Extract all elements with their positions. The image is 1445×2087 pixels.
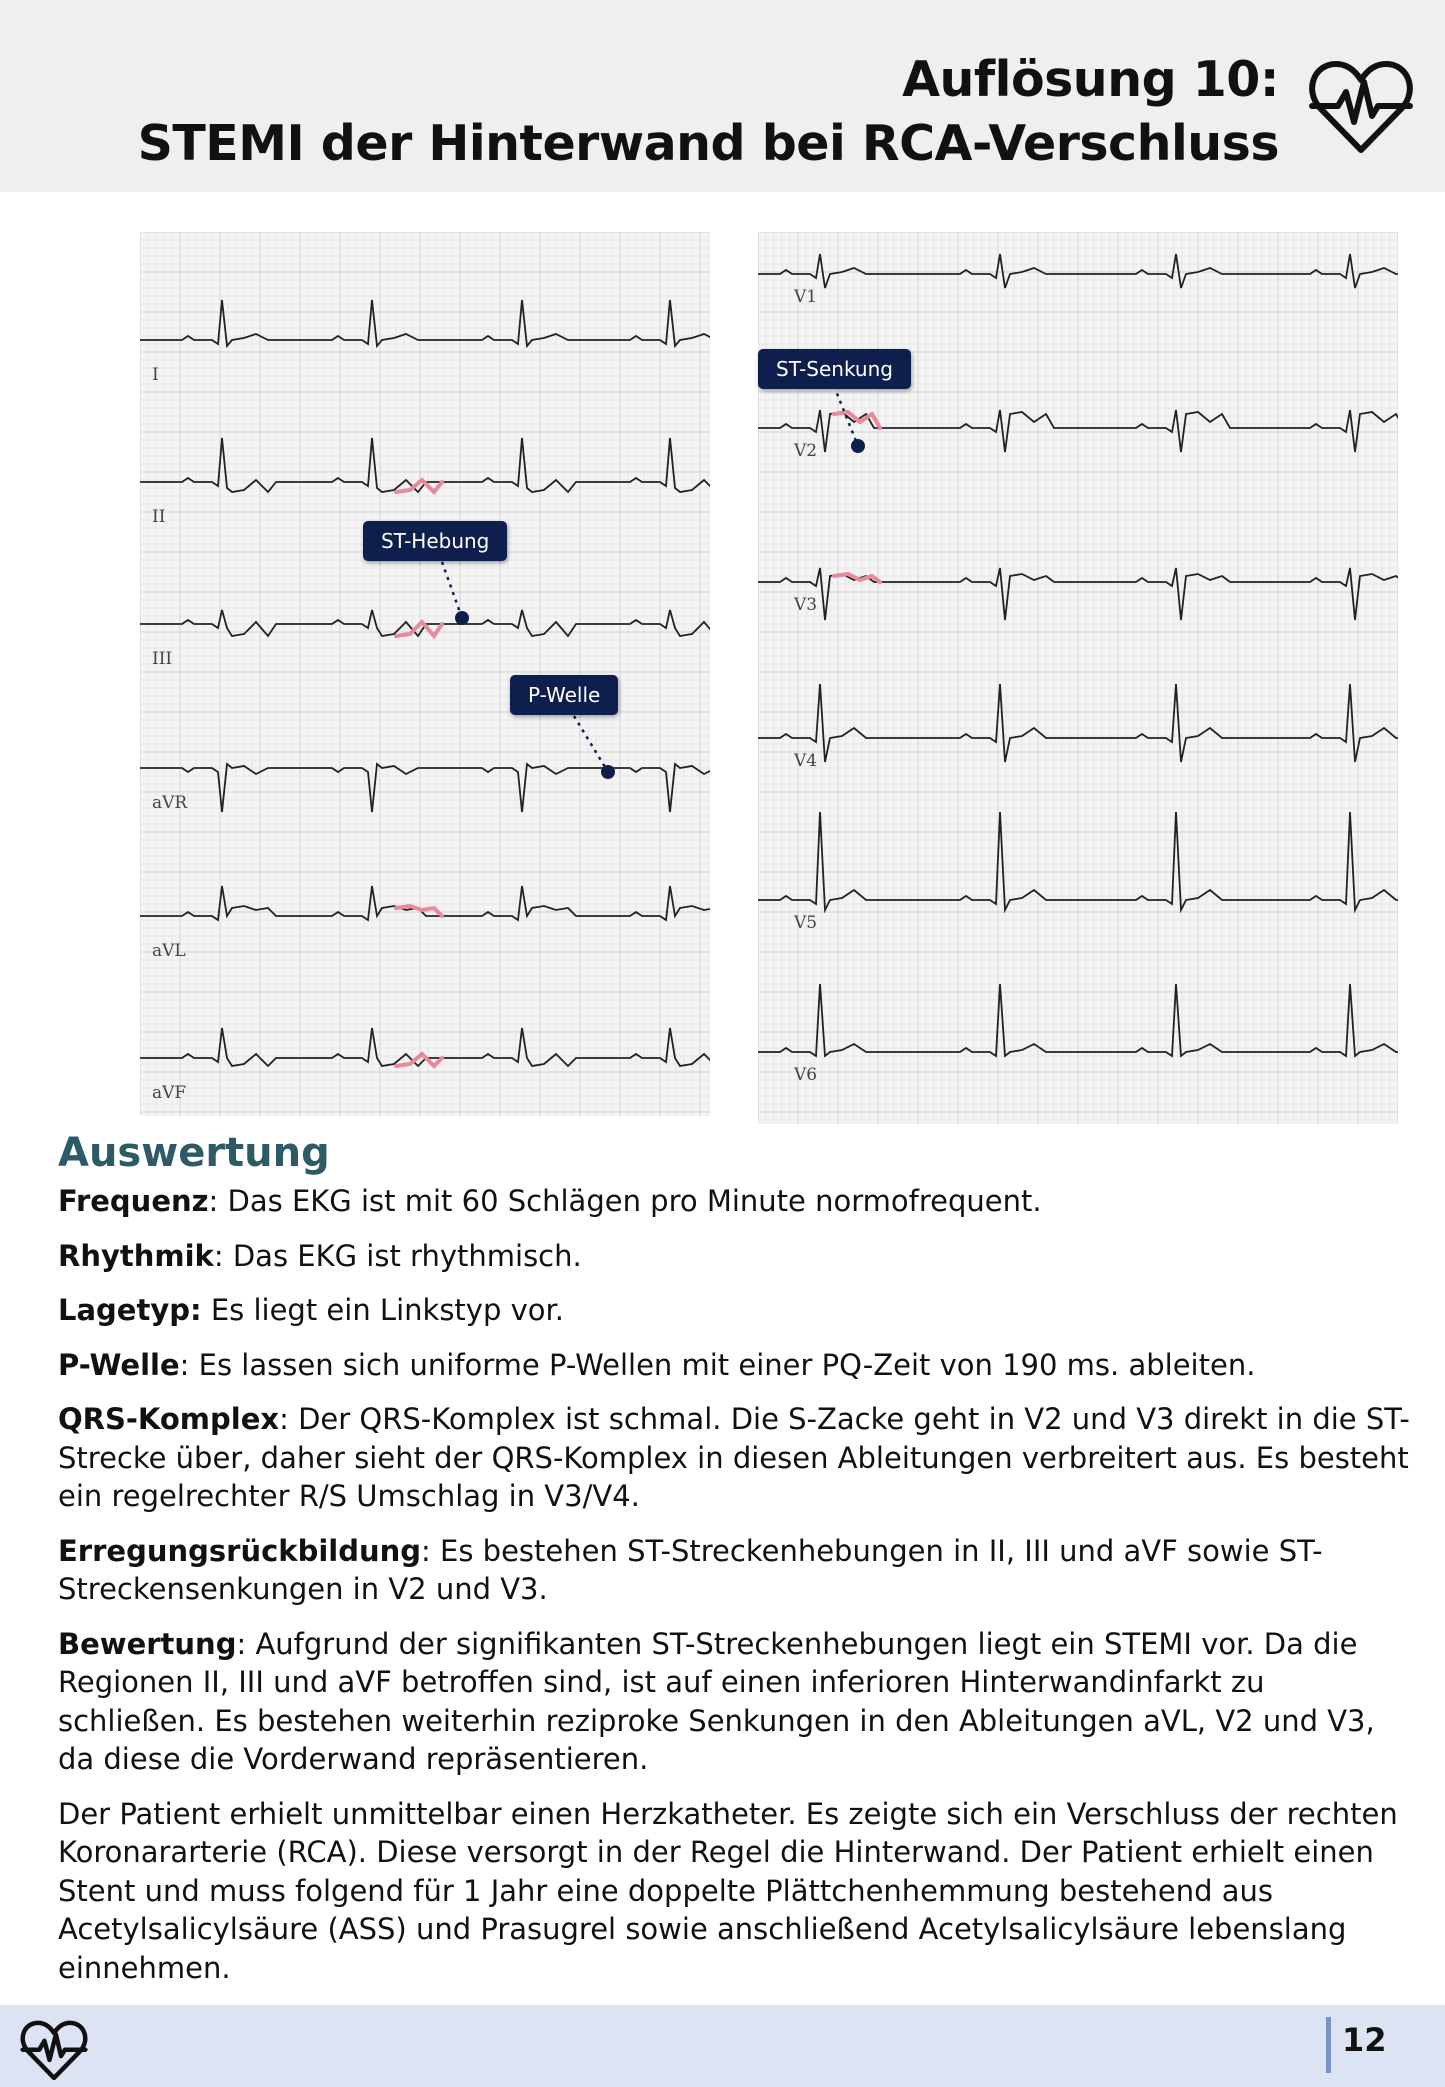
page-number: 12 — [1342, 2021, 1387, 2059]
page-footer — [0, 2005, 1445, 2087]
item-bewertung: Bewertung: Aufgrund der signifikanten ST-Streckenhebungen liegt ein STEMI vor. Da die Regionen II, III und aVF betroffen sind, ist auf einen inferioren Hinterwandinfarkt zu schließen. Es bestehen weiterhin reziproke Senkungen in den Ableitungen aVL, V2 und V3, da diese die Vorderwand repräsentieren. — [58, 1626, 1375, 1776]
closing-paragraph: Der Patient erhielt unmittelbar einen Herzkatheter. Es zeigte sich ein Verschluss der rechten Koronararterie (RCA). Diese versorgt in der Regel die Hinterwand. Der Patient erhielt einen Stent und muss folgend für 1 Jahr eine doppelte Plättchenhemmung bestehend aus Acetylsalicylsäure (ASS) und Prasugrel sowie anschließend Acetylsalicylsäure lebenslang einnehmen. — [58, 1796, 1398, 1985]
lead-label: V5 — [794, 913, 818, 933]
lead-label: aVL — [152, 941, 186, 961]
lead-label: aVF — [152, 1083, 187, 1103]
item-frequenz: Frequenz: Das EKG ist mit 60 Schlägen pro Minute normofrequent. — [58, 1184, 1042, 1218]
page-number-bar — [1326, 2017, 1331, 2073]
lead-label: I — [152, 365, 159, 385]
title-line-1: Auflösung 10: — [902, 51, 1279, 108]
ecg-limb-leads-image — [140, 232, 710, 1116]
section-heading: Auswertung — [58, 1130, 330, 1176]
lead-label: V1 — [794, 287, 818, 307]
item-p-welle: P-Welle: Es lassen sich uniforme P-Wellen mit einer PQ-Zeit von 190 ms. ableiten. — [58, 1347, 1256, 1382]
heart-ecg-icon — [20, 2019, 88, 2083]
page-header — [0, 0, 1445, 192]
lead-label: V2 — [794, 441, 818, 461]
lead-label: V4 — [794, 751, 818, 771]
lead-label: III — [152, 649, 173, 669]
lead-label: II — [152, 507, 166, 527]
heart-ecg-icon — [1308, 58, 1414, 158]
callout-st-senkung: ST-Senkung — [758, 349, 911, 389]
page-title — [138, 48, 1279, 176]
item-erregungsrueckbildung: Erregungsrückbildung: Es bestehen ST-Streckenhebungen in II, III und aVF sowie ST-Streckensenkungen in V2 und V3. — [58, 1533, 1323, 1606]
callout-p-welle: P-Welle — [510, 675, 618, 715]
item-rhythmik: Rhythmik: Das EKG ist rhythmisch. — [58, 1238, 582, 1273]
lead-label: V3 — [794, 595, 818, 615]
lead-label: aVR — [152, 793, 188, 813]
evaluation-text — [58, 1182, 1410, 2003]
item-qrs-komplex: QRS-Komplex: Der QRS-Komplex ist schmal. Die S-Zacke geht in V2 und V3 direkt in die ST-Strecke über, daher sieht der QRS-Komplex in diesen Ableitungen verbreitert aus. Es besteht ein regelrechter R/S Umschlag in V3/V4. — [58, 1402, 1410, 1513]
callout-st-hebung: ST-Hebung — [363, 521, 507, 561]
item-lagetyp: Lagetyp: Es liegt ein Linkstyp vor. — [58, 1293, 564, 1327]
lead-label: V6 — [794, 1065, 818, 1085]
title-line-2: STEMI der Hinterwand bei RCA-Verschluss — [137, 115, 1279, 172]
